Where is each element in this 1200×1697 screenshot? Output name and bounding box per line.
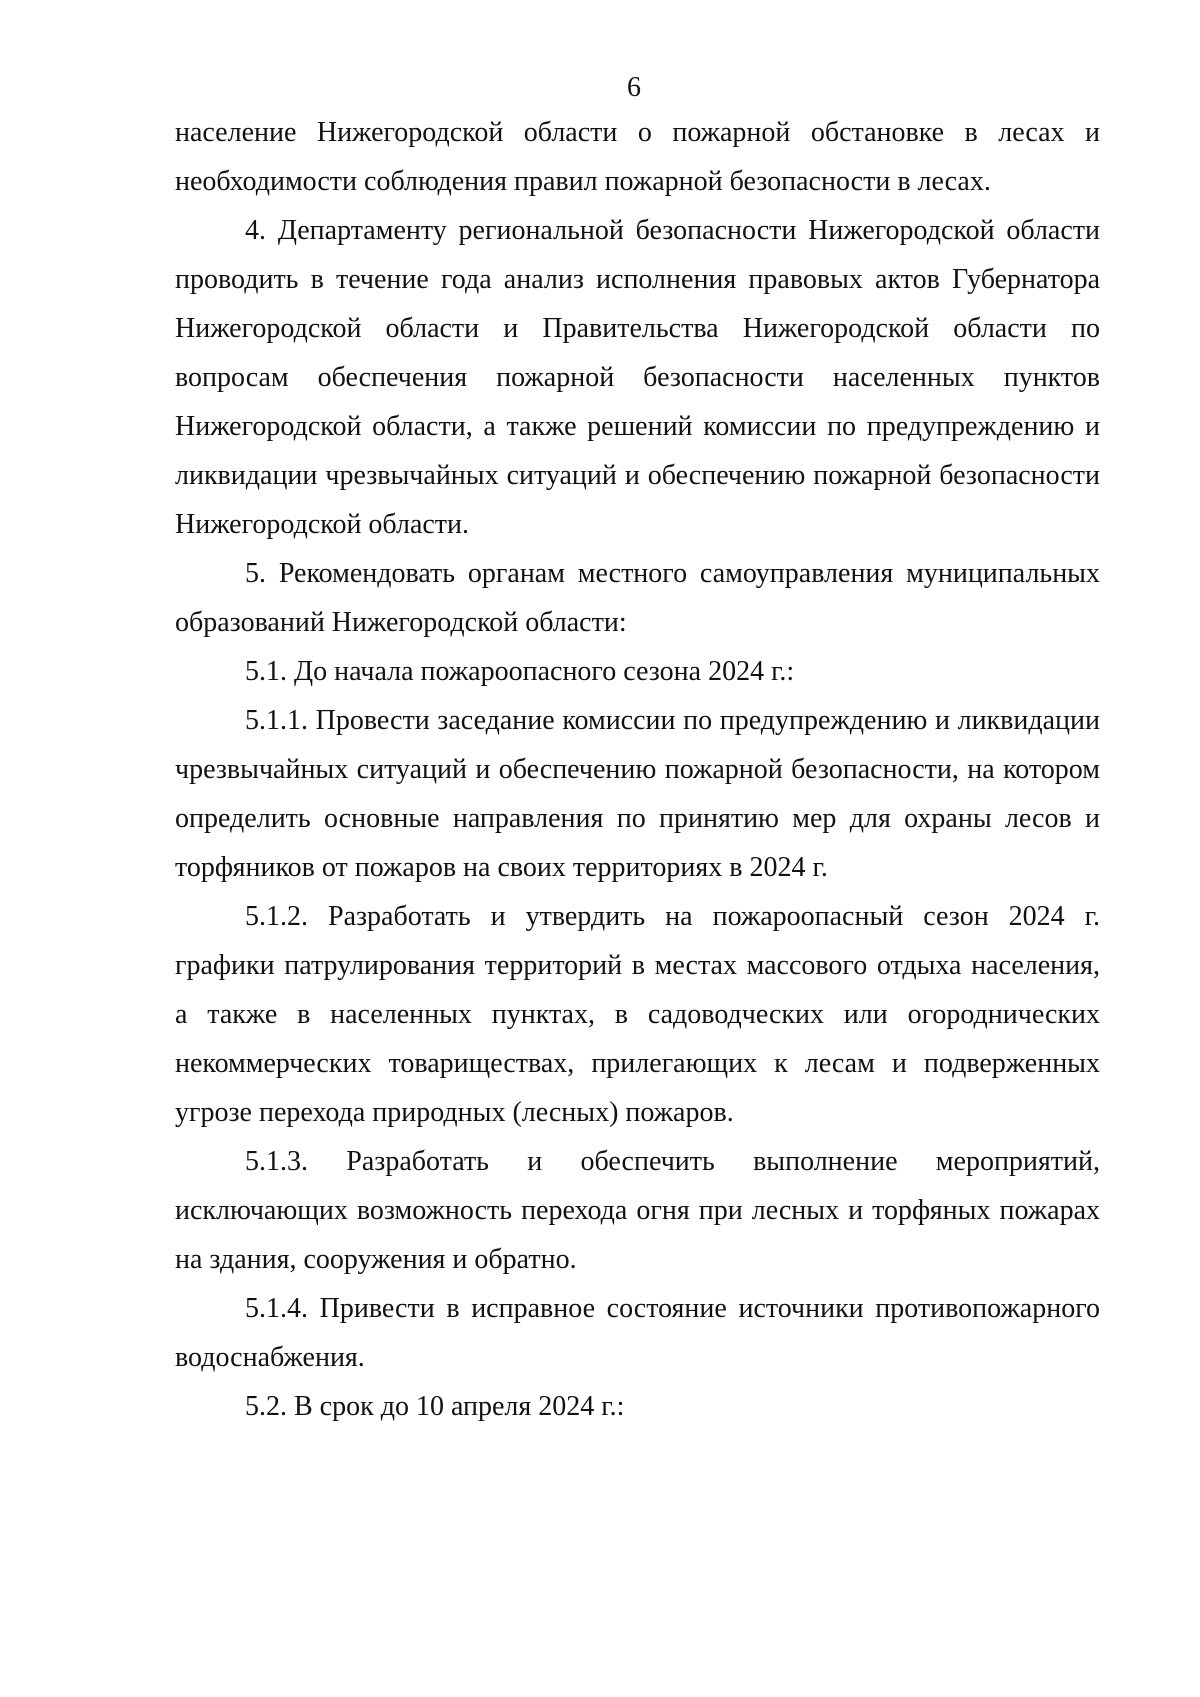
paragraph-item-5-1-4: 5.1.4. Привести в исправное состояние источники противопожарного водоснабжения. bbox=[175, 1293, 1100, 1373]
document-body bbox=[175, 108, 1100, 1431]
page-number: 6 bbox=[627, 72, 641, 103]
paragraph-item-5-1: 5.1. До начала пожароопасного сезона 2024 г.: bbox=[245, 656, 795, 687]
paragraph-item-4: 4. Департаменту региональной безопасности Нижегородской области проводить в течение года анализ исполнения правовых актов Губернатора Нижегородской области и Правительства Нижегородской области по вопросам обеспечения пожарной безопасности населенных пунктов Нижегородской области, а также решений комиссии по предупреждению и ликвидации чрезвычайных ситуаций и обеспечению пожарной безопасности Нижегородской области. bbox=[175, 215, 1100, 540]
paragraph-item-5-1-2: 5.1.2. Разработать и утвердить на пожароопасный сезон 2024 г. графики патрулирования территорий в местах массового отдыха населения, а также в населенных пунктах, в садоводческих или огороднических некоммерческих товариществах, прилегающих к лесам и подверженных угрозе перехода природных (лесных) пожаров. bbox=[175, 901, 1100, 1128]
paragraph-continuation: население Нижегородской области о пожарной обстановке в лесах и необходимости соблюдения правил пожарной безопасности в лесах. bbox=[175, 117, 1100, 197]
paragraph-item-5: 5. Рекомендовать органам местного самоуправления муниципальных образований Нижегородской области: bbox=[175, 558, 1100, 638]
paragraph-item-5-2: 5.2. В срок до 10 апреля 2024 г.: bbox=[245, 1391, 625, 1422]
paragraph-item-5-1-1: 5.1.1. Провести заседание комиссии по предупреждению и ликвидации чрезвычайных ситуаций и обеспечению пожарной безопасности, на котором определить основные направления по принятию мер для охраны лесов и торфяников от пожаров на своих территориях в 2024 г. bbox=[175, 705, 1100, 883]
paragraph-item-5-1-3: 5.1.3. Разработать и обеспечить выполнение мероприятий, исключающих возможность перехода огня при лесных и торфяных пожарах на здания, сооружения и обратно. bbox=[175, 1146, 1100, 1275]
